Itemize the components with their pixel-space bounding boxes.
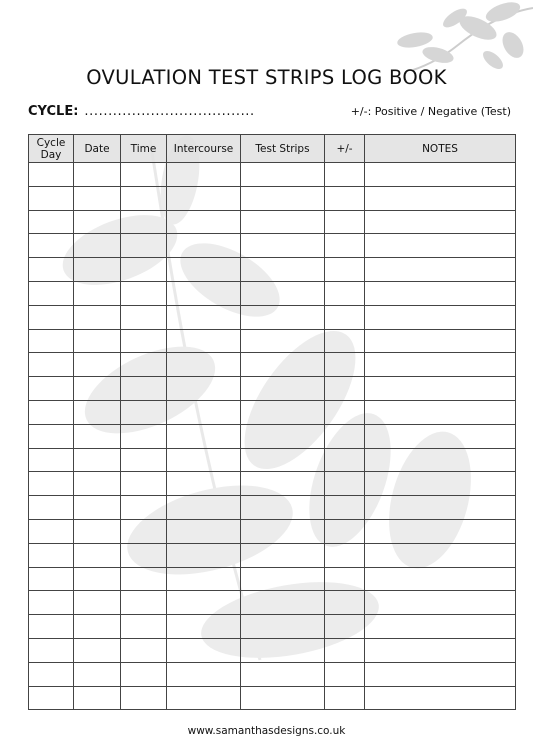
table-row [29, 329, 516, 353]
cell-time[interactable] [121, 472, 167, 496]
log-table [28, 134, 516, 710]
cell-date[interactable] [74, 186, 121, 210]
cell-notes[interactable] [365, 519, 516, 543]
cell-notes[interactable] [365, 686, 516, 710]
cell-plus-minus[interactable] [325, 329, 365, 353]
cell-cycle-day[interactable] [29, 186, 74, 210]
cell-time[interactable] [121, 210, 167, 234]
cell-date[interactable] [74, 472, 121, 496]
cell-intercourse[interactable] [167, 400, 241, 424]
header-intercourse: Intercourse [167, 135, 241, 163]
header-time: Time [121, 135, 167, 163]
cell-time[interactable] [121, 281, 167, 305]
cell-test-strips[interactable] [241, 281, 325, 305]
cell-cycle-day[interactable] [29, 258, 74, 282]
cell-intercourse[interactable] [167, 210, 241, 234]
cell-date[interactable] [74, 400, 121, 424]
cell-test-strips[interactable] [241, 305, 325, 329]
header-test-strips: Test Strips [241, 135, 325, 163]
cell-intercourse[interactable] [167, 638, 241, 662]
cell-intercourse[interactable] [167, 448, 241, 472]
cell-test-strips[interactable] [241, 686, 325, 710]
cell-notes[interactable] [365, 163, 516, 187]
table-row [29, 210, 516, 234]
table-row [29, 472, 516, 496]
cell-time[interactable] [121, 448, 167, 472]
cell-time[interactable] [121, 662, 167, 686]
cell-test-strips[interactable] [241, 638, 325, 662]
table-row [29, 686, 516, 710]
cell-notes[interactable] [365, 591, 516, 615]
cell-notes[interactable] [365, 210, 516, 234]
cell-cycle-day[interactable] [29, 329, 74, 353]
cell-cycle-day[interactable] [29, 543, 74, 567]
cell-intercourse[interactable] [167, 163, 241, 187]
table-row [29, 258, 516, 282]
table-row [29, 400, 516, 424]
cell-test-strips[interactable] [241, 353, 325, 377]
cell-cycle-day[interactable] [29, 591, 74, 615]
cell-intercourse[interactable] [167, 329, 241, 353]
cell-plus-minus[interactable] [325, 377, 365, 401]
cell-intercourse[interactable] [167, 377, 241, 401]
cell-test-strips[interactable] [241, 591, 325, 615]
table-row [29, 377, 516, 401]
cell-notes[interactable] [365, 329, 516, 353]
cell-intercourse[interactable] [167, 353, 241, 377]
cell-intercourse[interactable] [167, 258, 241, 282]
table-row [29, 281, 516, 305]
table-row [29, 591, 516, 615]
cell-notes[interactable] [365, 615, 516, 639]
cell-plus-minus[interactable] [325, 353, 365, 377]
cell-notes[interactable] [365, 234, 516, 258]
header-notes: NOTES [365, 135, 516, 163]
cell-notes[interactable] [365, 281, 516, 305]
cell-time[interactable] [121, 305, 167, 329]
cell-intercourse[interactable] [167, 519, 241, 543]
cell-test-strips[interactable] [241, 615, 325, 639]
cell-time[interactable] [121, 591, 167, 615]
cell-test-strips[interactable] [241, 472, 325, 496]
cell-test-strips[interactable] [241, 543, 325, 567]
cell-time[interactable] [121, 424, 167, 448]
table-row [29, 543, 516, 567]
cell-date[interactable] [74, 163, 121, 187]
cycle-blank[interactable]: .................................... [84, 104, 255, 119]
cell-cycle-day[interactable] [29, 424, 74, 448]
cell-cycle-day[interactable] [29, 472, 74, 496]
cell-notes[interactable] [365, 567, 516, 591]
cell-intercourse[interactable] [167, 662, 241, 686]
cell-test-strips[interactable] [241, 424, 325, 448]
cell-plus-minus[interactable] [325, 472, 365, 496]
cell-cycle-day[interactable] [29, 638, 74, 662]
table-row [29, 448, 516, 472]
cell-time[interactable] [121, 615, 167, 639]
cell-time[interactable] [121, 567, 167, 591]
cell-cycle-day[interactable] [29, 662, 74, 686]
cell-notes[interactable] [365, 186, 516, 210]
cell-test-strips[interactable] [241, 210, 325, 234]
cell-plus-minus[interactable] [325, 591, 365, 615]
cell-plus-minus[interactable] [325, 686, 365, 710]
cell-cycle-day[interactable] [29, 163, 74, 187]
cell-notes[interactable] [365, 662, 516, 686]
cell-notes[interactable] [365, 305, 516, 329]
cell-intercourse[interactable] [167, 424, 241, 448]
table-header-row [29, 135, 516, 163]
cell-test-strips[interactable] [241, 234, 325, 258]
cell-plus-minus[interactable] [325, 496, 365, 520]
cell-test-strips[interactable] [241, 448, 325, 472]
legend-text: +/-: Positive / Negative (Test) [350, 105, 511, 118]
cell-intercourse[interactable] [167, 281, 241, 305]
cell-date[interactable] [74, 424, 121, 448]
cell-cycle-day[interactable] [29, 400, 74, 424]
cell-cycle-day[interactable] [29, 353, 74, 377]
cell-plus-minus[interactable] [325, 543, 365, 567]
table-row [29, 234, 516, 258]
cell-plus-minus[interactable] [325, 400, 365, 424]
cell-test-strips[interactable] [241, 163, 325, 187]
cell-cycle-day[interactable] [29, 519, 74, 543]
table-row [29, 519, 516, 543]
cell-notes[interactable] [365, 377, 516, 401]
table-row [29, 496, 516, 520]
cell-date[interactable] [74, 686, 121, 710]
cell-plus-minus[interactable] [325, 615, 365, 639]
cell-plus-minus[interactable] [325, 662, 365, 686]
cell-plus-minus[interactable] [325, 424, 365, 448]
cell-time[interactable] [121, 163, 167, 187]
footer-url: www.samanthasdesigns.co.uk [187, 725, 346, 737]
cell-intercourse[interactable] [167, 567, 241, 591]
cell-cycle-day[interactable] [29, 496, 74, 520]
table-row [29, 353, 516, 377]
log-table-body [29, 163, 516, 710]
cell-time[interactable] [121, 186, 167, 210]
cell-cycle-day[interactable] [29, 377, 74, 401]
table-row [29, 662, 516, 686]
cell-date[interactable] [74, 353, 121, 377]
table-row [29, 186, 516, 210]
cell-notes[interactable] [365, 543, 516, 567]
cell-notes[interactable] [365, 448, 516, 472]
cell-cycle-day[interactable] [29, 210, 74, 234]
cell-date[interactable] [74, 638, 121, 662]
cell-cycle-day[interactable] [29, 305, 74, 329]
table-row [29, 305, 516, 329]
cell-intercourse[interactable] [167, 686, 241, 710]
cell-notes[interactable] [365, 496, 516, 520]
cell-date[interactable] [74, 543, 121, 567]
header-plus-minus: +/- [325, 135, 365, 163]
cell-date[interactable] [74, 662, 121, 686]
cell-cycle-day[interactable] [29, 686, 74, 710]
cell-date[interactable] [74, 567, 121, 591]
cell-date[interactable] [74, 210, 121, 234]
cell-intercourse[interactable] [167, 186, 241, 210]
cell-intercourse[interactable] [167, 472, 241, 496]
cell-date[interactable] [74, 496, 121, 520]
page-title: OVULATION TEST STRIPS LOG BOOK [86, 66, 447, 89]
cell-intercourse[interactable] [167, 615, 241, 639]
cell-time[interactable] [121, 686, 167, 710]
cell-date[interactable] [74, 448, 121, 472]
cell-plus-minus[interactable] [325, 163, 365, 187]
cell-time[interactable] [121, 234, 167, 258]
cell-test-strips[interactable] [241, 496, 325, 520]
cell-test-strips[interactable] [241, 258, 325, 282]
header-date: Date [74, 135, 121, 163]
cell-cycle-day[interactable] [29, 281, 74, 305]
cell-date[interactable] [74, 281, 121, 305]
cell-test-strips[interactable] [241, 400, 325, 424]
cell-test-strips[interactable] [241, 377, 325, 401]
cell-plus-minus[interactable] [325, 448, 365, 472]
cell-time[interactable] [121, 496, 167, 520]
cycle-field[interactable] [28, 104, 255, 119]
cell-date[interactable] [74, 329, 121, 353]
cell-date[interactable] [74, 377, 121, 401]
cell-date[interactable] [74, 234, 121, 258]
cell-time[interactable] [121, 258, 167, 282]
cell-test-strips[interactable] [241, 186, 325, 210]
table-row [29, 567, 516, 591]
cell-plus-minus[interactable] [325, 258, 365, 282]
table-row [29, 163, 516, 187]
cell-intercourse[interactable] [167, 305, 241, 329]
cell-plus-minus[interactable] [325, 567, 365, 591]
cell-notes[interactable] [365, 638, 516, 662]
cell-notes[interactable] [365, 353, 516, 377]
table-row [29, 638, 516, 662]
cell-time[interactable] [121, 638, 167, 662]
cell-date[interactable] [74, 615, 121, 639]
table-row [29, 424, 516, 448]
cell-time[interactable] [121, 519, 167, 543]
cell-time[interactable] [121, 543, 167, 567]
cell-plus-minus[interactable] [325, 638, 365, 662]
cell-notes[interactable] [365, 472, 516, 496]
cycle-label: CYCLE: [28, 104, 79, 119]
cell-test-strips[interactable] [241, 567, 325, 591]
cell-time[interactable] [121, 353, 167, 377]
cell-plus-minus[interactable] [325, 234, 365, 258]
cell-date[interactable] [74, 305, 121, 329]
cell-test-strips[interactable] [241, 662, 325, 686]
cell-cycle-day[interactable] [29, 567, 74, 591]
cell-time[interactable] [121, 377, 167, 401]
cell-intercourse[interactable] [167, 234, 241, 258]
cell-cycle-day[interactable] [29, 448, 74, 472]
cell-plus-minus[interactable] [325, 305, 365, 329]
cell-test-strips[interactable] [241, 329, 325, 353]
cell-date[interactable] [74, 519, 121, 543]
cell-notes[interactable] [365, 424, 516, 448]
cell-intercourse[interactable] [167, 543, 241, 567]
cell-cycle-day[interactable] [29, 234, 74, 258]
cell-time[interactable] [121, 329, 167, 353]
cell-plus-minus[interactable] [325, 281, 365, 305]
cell-intercourse[interactable] [167, 496, 241, 520]
cell-test-strips[interactable] [241, 519, 325, 543]
cell-intercourse[interactable] [167, 591, 241, 615]
cell-notes[interactable] [365, 258, 516, 282]
cell-cycle-day[interactable] [29, 615, 74, 639]
cell-date[interactable] [74, 591, 121, 615]
cell-notes[interactable] [365, 400, 516, 424]
cell-time[interactable] [121, 400, 167, 424]
cell-plus-minus[interactable] [325, 186, 365, 210]
table-row [29, 615, 516, 639]
header-cycle-day: Cycle Day [29, 135, 74, 163]
cell-plus-minus[interactable] [325, 210, 365, 234]
cell-date[interactable] [74, 258, 121, 282]
cell-plus-minus[interactable] [325, 519, 365, 543]
